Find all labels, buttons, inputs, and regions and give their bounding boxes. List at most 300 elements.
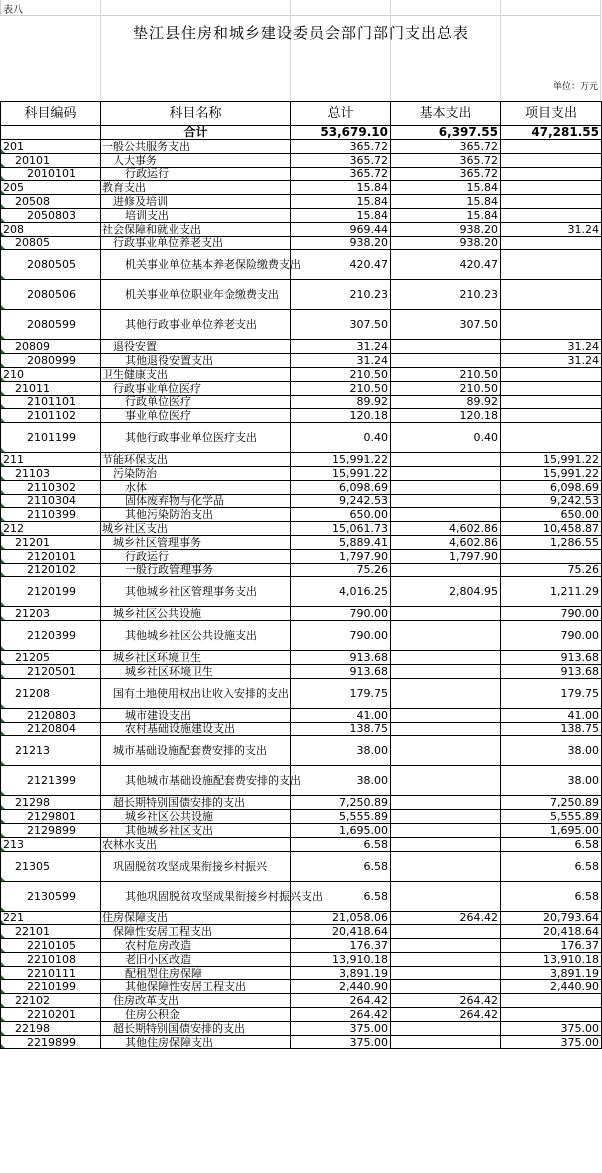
code-cell: 2010101 — [1, 167, 101, 181]
code-cell: 2101199 — [1, 423, 101, 453]
project-cell: 9,242.53 — [501, 494, 602, 508]
project-cell: 375.00 — [501, 1035, 602, 1049]
table-row — [1, 796, 602, 810]
project-cell — [501, 167, 602, 181]
code-cell: 212 — [1, 522, 101, 536]
project-cell: 6.58 — [501, 851, 602, 881]
name-cell: 保障性安居工程支出 — [101, 925, 291, 939]
name-cell: 社会保障和就业支出 — [101, 222, 291, 236]
table-row — [1, 837, 602, 851]
project-cell — [501, 381, 602, 395]
total-cell: 20,418.64 — [291, 925, 391, 939]
basic-cell — [391, 466, 501, 480]
total-cell: 9,242.53 — [291, 494, 391, 508]
code-cell: 21298 — [1, 796, 101, 810]
table-row — [1, 966, 602, 980]
table-row — [1, 195, 602, 209]
basic-cell — [391, 494, 501, 508]
basic-cell — [391, 651, 501, 665]
name-cell: 国有土地使用权出让收入安排的支出 — [101, 678, 291, 708]
table-row — [1, 994, 602, 1008]
basic-cell: 89.92 — [391, 395, 501, 409]
total-cell: 120.18 — [291, 409, 391, 423]
project-cell: 913.68 — [501, 651, 602, 665]
total-cell: 89.92 — [291, 395, 391, 409]
basic-cell: 210.50 — [391, 381, 501, 395]
project-cell — [501, 236, 602, 250]
table-row — [1, 381, 602, 395]
total-cell: 38.00 — [291, 736, 391, 766]
name-cell: 城市建设支出 — [101, 708, 291, 722]
code-cell: 2210201 — [1, 1008, 101, 1022]
project-cell: 31.24 — [501, 354, 602, 368]
table-row — [1, 236, 602, 250]
basic-cell — [391, 453, 501, 467]
project-cell — [501, 181, 602, 195]
project-cell — [501, 153, 602, 167]
name-cell: 卫生健康支出 — [101, 367, 291, 381]
total-cell: 365.72 — [291, 140, 391, 154]
total-cell: 913.68 — [291, 664, 391, 678]
code-cell: 2219899 — [1, 1035, 101, 1049]
project-cell: 6.58 — [501, 837, 602, 851]
name-cell: 其他住房保障支出 — [101, 1035, 291, 1049]
name-cell: 节能环保支出 — [101, 453, 291, 467]
grid-line — [600, 0, 601, 100]
table-row — [1, 823, 602, 837]
table-body — [1, 126, 602, 1049]
project-cell: 31.24 — [501, 340, 602, 354]
basic-cell: 264.42 — [391, 994, 501, 1008]
code-cell: 2129801 — [1, 810, 101, 824]
name-cell: 城乡社区公共设施 — [101, 607, 291, 621]
code-cell: 21305 — [1, 851, 101, 881]
code-cell: 213 — [1, 837, 101, 851]
basic-cell — [391, 563, 501, 577]
total-code-cell — [1, 126, 101, 140]
total-cell: 210.50 — [291, 367, 391, 381]
table-row — [1, 577, 602, 607]
project-cell: 7,250.89 — [501, 796, 602, 810]
table-row — [1, 208, 602, 222]
total-cell: 15,991.22 — [291, 453, 391, 467]
header-name: 科目名称 — [101, 102, 291, 126]
project-cell: 1,211.29 — [501, 577, 602, 607]
basic-cell: 2,804.95 — [391, 577, 501, 607]
name-cell: 机关事业单位职业年金缴费支出 — [101, 280, 291, 310]
basic-cell — [391, 823, 501, 837]
total-cell: 75.26 — [291, 563, 391, 577]
basic-cell — [391, 354, 501, 368]
header-code: 科目编码 — [1, 102, 101, 126]
basic-cell — [391, 837, 501, 851]
code-cell: 2210111 — [1, 966, 101, 980]
name-cell: 农村危房改造 — [101, 939, 291, 953]
total-cell: 365.72 — [291, 167, 391, 181]
table-row — [1, 925, 602, 939]
project-cell — [501, 409, 602, 423]
total-cell: 5,555.89 — [291, 810, 391, 824]
total-cell: 1,695.00 — [291, 823, 391, 837]
project-cell — [501, 310, 602, 340]
code-cell: 20101 — [1, 153, 101, 167]
table-row — [1, 952, 602, 966]
name-cell: 其他行政事业单位养老支出 — [101, 310, 291, 340]
project-cell — [501, 140, 602, 154]
basic-cell — [391, 1035, 501, 1049]
code-cell: 20805 — [1, 236, 101, 250]
project-cell: 176.37 — [501, 939, 602, 953]
grid-line — [390, 0, 391, 100]
project-cell — [501, 1008, 602, 1022]
project-cell: 1,286.55 — [501, 535, 602, 549]
sheet-label-row — [0, 0, 600, 16]
code-cell: 2101101 — [1, 395, 101, 409]
project-cell — [501, 208, 602, 222]
basic-cell: 264.42 — [391, 1008, 501, 1022]
table-row — [1, 423, 602, 453]
code-cell: 2120101 — [1, 549, 101, 563]
basic-cell: 4,602.86 — [391, 522, 501, 536]
total-cell: 210.23 — [291, 280, 391, 310]
basic-cell — [391, 664, 501, 678]
name-cell: 行政运行 — [101, 549, 291, 563]
table-row — [1, 508, 602, 522]
total-cell: 21,058.06 — [291, 911, 391, 925]
code-cell: 22102 — [1, 994, 101, 1008]
total-cell: 7,250.89 — [291, 796, 391, 810]
code-cell: 2210108 — [1, 952, 101, 966]
basic-cell — [391, 980, 501, 994]
project-cell: 6,098.69 — [501, 480, 602, 494]
basic-cell: 365.72 — [391, 167, 501, 181]
basic-cell: 365.72 — [391, 140, 501, 154]
name-cell: 行政运行 — [101, 167, 291, 181]
code-cell: 2121399 — [1, 766, 101, 796]
total-cell: 6.58 — [291, 881, 391, 911]
table-row — [1, 563, 602, 577]
basic-cell: 210.23 — [391, 280, 501, 310]
code-cell: 2101102 — [1, 409, 101, 423]
total-label: 合计 — [101, 126, 291, 140]
project-cell: 2,440.90 — [501, 980, 602, 994]
project-cell — [501, 994, 602, 1008]
code-cell: 221 — [1, 911, 101, 925]
table-header-row — [1, 102, 602, 126]
table-row — [1, 1021, 602, 1035]
table-row — [1, 340, 602, 354]
header-basic: 基本支出 — [391, 102, 501, 126]
basic-cell — [391, 966, 501, 980]
name-cell: 住房公积金 — [101, 1008, 291, 1022]
project-cell: 650.00 — [501, 508, 602, 522]
project-cell: 179.75 — [501, 678, 602, 708]
project-cell — [501, 423, 602, 453]
total-cell: 31.24 — [291, 340, 391, 354]
name-cell: 城乡社区公共设施 — [101, 810, 291, 824]
code-cell: 20508 — [1, 195, 101, 209]
table-row — [1, 708, 602, 722]
name-cell: 城乡社区管理事务 — [101, 535, 291, 549]
project-cell: 3,891.19 — [501, 966, 602, 980]
total-cell: 210.50 — [291, 381, 391, 395]
name-cell: 其他保障性安居工程支出 — [101, 980, 291, 994]
table-row — [1, 409, 602, 423]
table-row — [1, 535, 602, 549]
unit-label: 单位：万元 — [552, 82, 598, 92]
total-cell: 15,991.22 — [291, 466, 391, 480]
basic-cell: 365.72 — [391, 153, 501, 167]
table-row — [1, 664, 602, 678]
table-row — [1, 766, 602, 796]
code-cell: 2110399 — [1, 508, 101, 522]
page-title: 垫江县住房和城乡建设委员会部门部门支出总表 — [132, 24, 469, 42]
code-cell: 2210199 — [1, 980, 101, 994]
project-cell: 15,991.22 — [501, 466, 602, 480]
basic-cell — [391, 480, 501, 494]
code-cell: 21011 — [1, 381, 101, 395]
name-cell: 其他退役安置支出 — [101, 354, 291, 368]
basic-cell: 120.18 — [391, 409, 501, 423]
code-cell: 2050803 — [1, 208, 101, 222]
project-cell — [501, 250, 602, 280]
basic-cell — [391, 708, 501, 722]
project-cell: 75.26 — [501, 563, 602, 577]
total-cell: 15.84 — [291, 181, 391, 195]
basic-cell — [391, 810, 501, 824]
table-row — [1, 911, 602, 925]
table-row — [1, 607, 602, 621]
code-cell: 201 — [1, 140, 101, 154]
name-cell: 其他巩固脱贫攻坚成果衔接乡村振兴支出 — [101, 881, 291, 911]
project-cell — [501, 549, 602, 563]
project-cell: 138.75 — [501, 722, 602, 736]
basic-cell — [391, 678, 501, 708]
name-cell: 其他污染防治支出 — [101, 508, 291, 522]
code-cell: 211 — [1, 453, 101, 467]
table-row — [1, 1035, 602, 1049]
table-row — [1, 181, 602, 195]
table-row — [1, 939, 602, 953]
total-row — [1, 126, 602, 140]
project-cell: 31.24 — [501, 222, 602, 236]
code-cell: 21103 — [1, 466, 101, 480]
name-cell: 其他城乡社区管理事务支出 — [101, 577, 291, 607]
project-cell: 13,910.18 — [501, 952, 602, 966]
basic-cell — [391, 621, 501, 651]
table-row — [1, 621, 602, 651]
basic-cell — [391, 881, 501, 911]
project-cell: 41.00 — [501, 708, 602, 722]
header-project: 项目支出 — [501, 102, 602, 126]
project-cell: 15,991.22 — [501, 453, 602, 467]
code-cell: 22101 — [1, 925, 101, 939]
name-cell: 其他城乡社区支出 — [101, 823, 291, 837]
table-row — [1, 167, 602, 181]
project-cell: 375.00 — [501, 1021, 602, 1035]
code-cell: 2120199 — [1, 577, 101, 607]
total-cell: 375.00 — [291, 1035, 391, 1049]
code-cell: 2120804 — [1, 722, 101, 736]
name-cell: 退役安置 — [101, 340, 291, 354]
project-cell: 6.58 — [501, 881, 602, 911]
project-cell — [501, 395, 602, 409]
name-cell: 一般行政管理事务 — [101, 563, 291, 577]
project-cell: 38.00 — [501, 736, 602, 766]
table-row — [1, 367, 602, 381]
total-cell: 138.75 — [291, 722, 391, 736]
project-cell: 913.68 — [501, 664, 602, 678]
table-row — [1, 310, 602, 340]
total-cell: 0.40 — [291, 423, 391, 453]
basic-cell: 15.84 — [391, 181, 501, 195]
code-cell: 210 — [1, 367, 101, 381]
basic-cell: 1,797.90 — [391, 549, 501, 563]
total-cell: 4,016.25 — [291, 577, 391, 607]
code-cell: 2080506 — [1, 280, 101, 310]
table-row — [1, 722, 602, 736]
code-cell: 21213 — [1, 736, 101, 766]
total-cell: 38.00 — [291, 766, 391, 796]
name-cell: 固体废弃物与化学品 — [101, 494, 291, 508]
name-cell: 行政事业单位医疗 — [101, 381, 291, 395]
code-cell: 2120501 — [1, 664, 101, 678]
table-row — [1, 140, 602, 154]
basic-cell: 4,602.86 — [391, 535, 501, 549]
code-cell: 21201 — [1, 535, 101, 549]
basic-cell — [391, 766, 501, 796]
table-row — [1, 678, 602, 708]
total-cell: 13,910.18 — [291, 952, 391, 966]
name-cell: 培训支出 — [101, 208, 291, 222]
table-row — [1, 222, 602, 236]
grid-line — [500, 0, 501, 100]
table-row — [1, 1008, 602, 1022]
basic-cell: 15.84 — [391, 208, 501, 222]
table-row — [1, 851, 602, 881]
total-cell: 6.58 — [291, 851, 391, 881]
code-cell: 21205 — [1, 651, 101, 665]
basic-cell — [391, 508, 501, 522]
project-cell: 38.00 — [501, 766, 602, 796]
name-cell: 行政单位医疗 — [101, 395, 291, 409]
code-cell: 208 — [1, 222, 101, 236]
total-cell: 5,889.41 — [291, 535, 391, 549]
grid-line — [290, 0, 291, 100]
code-cell: 205 — [1, 181, 101, 195]
project-cell: 10,458.87 — [501, 522, 602, 536]
table-row — [1, 453, 602, 467]
total-cell: 31.24 — [291, 354, 391, 368]
name-cell: 其他城乡社区公共设施支出 — [101, 621, 291, 651]
table-row — [1, 549, 602, 563]
basic-cell: 264.42 — [391, 911, 501, 925]
basic-cell — [391, 851, 501, 881]
project-cell — [501, 280, 602, 310]
code-cell: 2080599 — [1, 310, 101, 340]
name-cell: 超长期特别国债安排的支出 — [101, 1021, 291, 1035]
project-cell: 20,793.64 — [501, 911, 602, 925]
name-cell: 城市基础设施配套费安排的支出 — [101, 736, 291, 766]
total-cell: 420.47 — [291, 250, 391, 280]
project-cell: 790.00 — [501, 607, 602, 621]
table-row — [1, 480, 602, 494]
name-cell: 行政事业单位养老支出 — [101, 236, 291, 250]
code-cell: 2210105 — [1, 939, 101, 953]
basic-cell — [391, 925, 501, 939]
name-cell: 农林水支出 — [101, 837, 291, 851]
total-cell: 1,797.90 — [291, 549, 391, 563]
code-cell: 2130599 — [1, 881, 101, 911]
total-cell: 264.42 — [291, 994, 391, 1008]
basic-cell: 15.84 — [391, 195, 501, 209]
name-cell: 进修及培训 — [101, 195, 291, 209]
name-cell: 水体 — [101, 480, 291, 494]
table-row — [1, 494, 602, 508]
total-cell: 2,440.90 — [291, 980, 391, 994]
table-row — [1, 651, 602, 665]
total-cell: 969.44 — [291, 222, 391, 236]
expenditure-table — [0, 101, 602, 1049]
total-cell: 650.00 — [291, 508, 391, 522]
name-cell: 城乡社区支出 — [101, 522, 291, 536]
table-row — [1, 980, 602, 994]
name-cell: 住房保障支出 — [101, 911, 291, 925]
name-cell: 其他行政事业单位医疗支出 — [101, 423, 291, 453]
basic-cell — [391, 722, 501, 736]
total-cell: 264.42 — [291, 1008, 391, 1022]
basic-cell — [391, 736, 501, 766]
basic-cell: 210.50 — [391, 367, 501, 381]
table-row — [1, 810, 602, 824]
table-row — [1, 250, 602, 280]
project-cell: 790.00 — [501, 621, 602, 651]
table-row — [1, 395, 602, 409]
table-row — [1, 736, 602, 766]
code-cell: 21203 — [1, 607, 101, 621]
total-project: 47,281.55 — [501, 126, 602, 140]
name-cell: 机关事业单位基本养老保险缴费支出 — [101, 250, 291, 280]
basic-cell — [391, 796, 501, 810]
project-cell — [501, 195, 602, 209]
name-cell: 城乡社区环境卫生 — [101, 651, 291, 665]
project-cell: 1,695.00 — [501, 823, 602, 837]
project-cell: 20,418.64 — [501, 925, 602, 939]
name-cell: 其他城市基础设施配套费安排的支出 — [101, 766, 291, 796]
grid-line — [100, 0, 101, 100]
code-cell: 21208 — [1, 678, 101, 708]
table-row — [1, 881, 602, 911]
total-cell: 790.00 — [291, 607, 391, 621]
code-cell: 2129899 — [1, 823, 101, 837]
name-cell: 一般公共服务支出 — [101, 140, 291, 154]
sheet-label: 表八 — [3, 5, 23, 16]
code-cell: 2110304 — [1, 494, 101, 508]
code-cell: 2080505 — [1, 250, 101, 280]
total-cell: 6.58 — [291, 837, 391, 851]
total-cell: 6,098.69 — [291, 480, 391, 494]
total-cell: 15.84 — [291, 195, 391, 209]
code-cell: 2080999 — [1, 354, 101, 368]
code-cell: 22198 — [1, 1021, 101, 1035]
basic-cell — [391, 340, 501, 354]
total-cell: 15.84 — [291, 208, 391, 222]
total-cell: 913.68 — [291, 651, 391, 665]
name-cell: 超长期特别国债安排的支出 — [101, 796, 291, 810]
name-cell: 人大事务 — [101, 153, 291, 167]
project-cell: 5,555.89 — [501, 810, 602, 824]
header-total: 总计 — [291, 102, 391, 126]
